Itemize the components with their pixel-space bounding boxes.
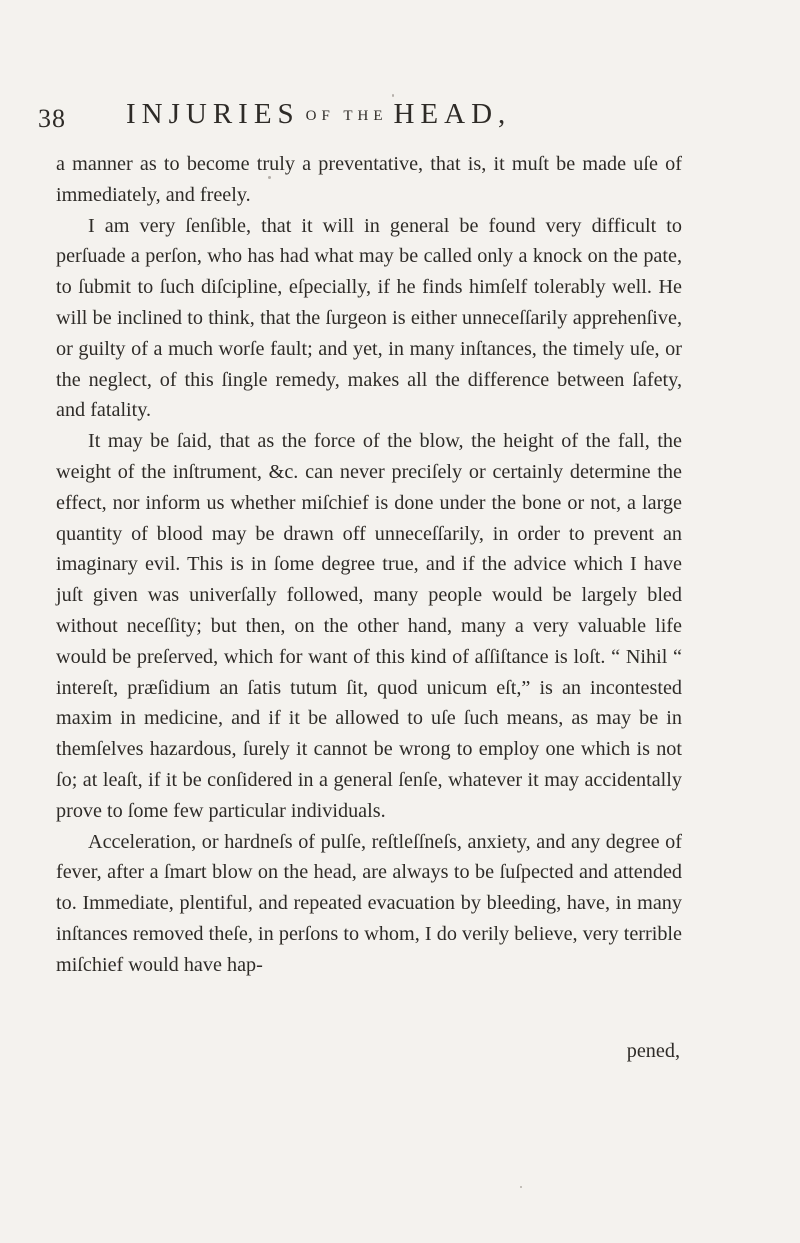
catchword: pened, xyxy=(626,1040,680,1062)
paragraph: It may be ſaid, that as the force of the blow, the height of the fall, the weight of the inſtrument, &c. can never preciſely or certainly determine the effect, nor inform us whether miſchief is done under the bone or not, a large quantity of blood may be drawn off unneceſſarily, in order to prevent an imaginary evil. This is in ſome degree true, and if the advice which I have juſt given was univerſally followed, many people would be largely bled without neceſſity; but then, on the other hand, many a very valuable life would be preſerved, which for want of this kind of aſſiſtance is loſt. “ Nihil “ intereſt, præſidium an ſatis tutum ſit, quod unicum eſt,” is an incontested maxim in medicine, and if it be allowed to uſe ſuch means, as may be in themſelves hazardous, ſurely it cannot be wrong to employ one which is not ſo; at leaſt, if it be conſidered in a general ſenſe, whatever it may accidentally prove to ſome few particular individuals. xyxy=(56,430,682,822)
running-title-of-the: OF THE xyxy=(305,108,388,124)
paragraph: I am very ſenſible, that it will in general be found very difficult to perſuade a perſon, who has had what may be called only a knock on the pate, to ſubmit to ſuch diſcipline, eſpecially, if he finds himſelf tolerably well. He will be inclined to think, that the ſurgeon is either unneceſſarily apprehenſive, or guilty of a much worſe fault; and yet, in many inſtances, the timely uſe, or the neglect, of this ſingle remedy, makes all the difference between ſafety, and fatality. xyxy=(56,214,682,422)
page-number: 38 xyxy=(38,104,66,133)
paragraph-continuation: a manner as to become truly a preventative, that is, it muſt be made uſe of immediately, and freely. xyxy=(56,153,682,206)
running-title-injuries: INJURIES xyxy=(126,98,300,130)
paper-speck xyxy=(392,94,394,97)
running-title xyxy=(126,98,511,131)
paragraph: Acceleration, or hardneſs of pulſe, reſtleſſneſs, anxiety, and any degree of fever, after a ſmart blow on the head, are always to be ſuſpected and attended to. Immediate, plentiful, and repeated evacuation by bleeding, have, in many inſtances removed theſe, in perſons to whom, I do verily believe, very terrible miſchief would have hap- xyxy=(56,830,682,976)
running-header xyxy=(38,96,678,136)
paper-speck xyxy=(268,176,271,179)
body-text xyxy=(56,149,682,981)
paper-speck xyxy=(520,1186,522,1188)
running-title-head: HEAD, xyxy=(393,98,512,130)
